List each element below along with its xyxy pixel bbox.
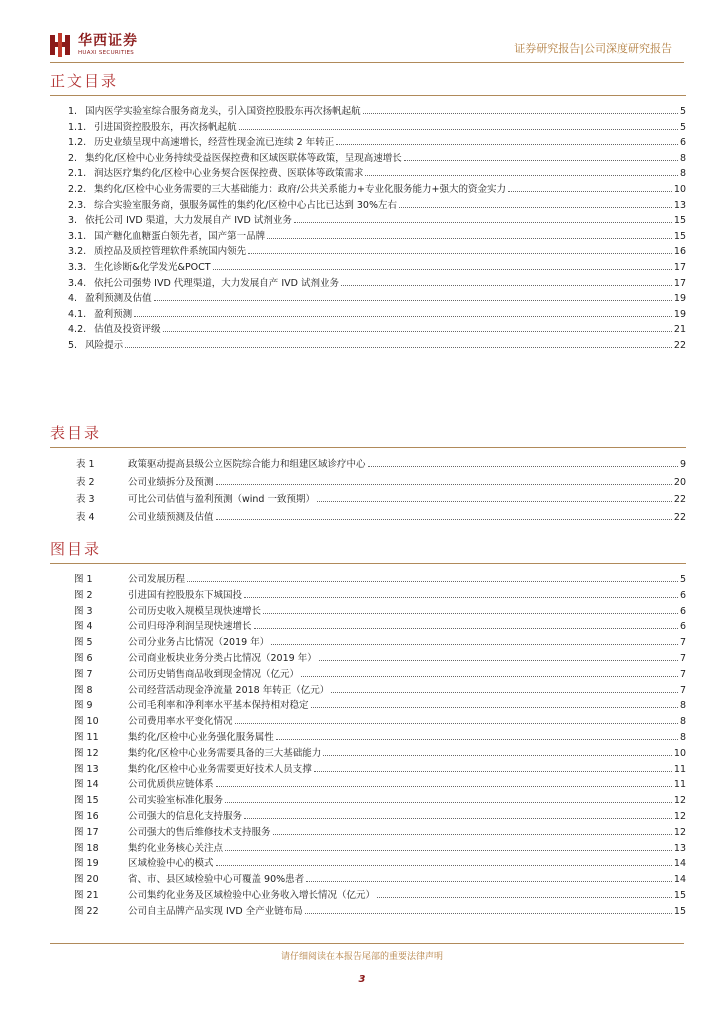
toc-leader-dots (341, 285, 672, 286)
table-list-section (50, 422, 686, 526)
toc-entry[interactable] (50, 166, 686, 182)
figure-list-title: 公司优质供应链体系 (128, 779, 214, 791)
toc-entry-page: 15 (673, 215, 686, 227)
figure-list-page: 10 (673, 747, 686, 759)
toc-entry-page: 5 (679, 121, 686, 133)
figure-list-title: 引进国有控股股东下城国投 (128, 589, 243, 601)
figure-list-entry[interactable] (50, 698, 686, 714)
figure-list-label: 图 2 (74, 589, 93, 601)
figure-list-title: 公司费用率水平变化情况 (128, 716, 233, 728)
figure-list-leader-dots (271, 644, 678, 645)
figure-list-entry[interactable] (50, 683, 686, 699)
figure-list-leader-dots (244, 597, 678, 598)
toc-entry-title: 引进国资控股股东，再次扬帆起航 (94, 121, 237, 133)
figure-list-entry[interactable] (50, 825, 686, 841)
toc-leader-dots (239, 129, 678, 130)
figure-list-entry[interactable] (50, 604, 686, 620)
figure-list-leader-dots (244, 818, 672, 819)
figure-list-label: 图 5 (74, 637, 93, 649)
company-logo (50, 33, 138, 57)
figure-list-title: 公司经营活动现金净流量 2018 年转正（亿元） (128, 684, 330, 696)
table-list-leader-dots (216, 519, 672, 520)
figure-list-label: 图 15 (74, 795, 99, 807)
figure-list-label: 图 8 (74, 684, 93, 696)
figure-list-label: 图 12 (74, 747, 99, 759)
toc-entry-title: 风险提示 (85, 339, 124, 351)
figure-list-entry[interactable] (50, 777, 686, 793)
toc-leader-dots (134, 316, 672, 317)
table-list-page: 22 (673, 494, 686, 505)
figure-list-page: 14 (673, 858, 686, 870)
figure-list-label: 图 11 (74, 731, 99, 743)
toc-entry-number: 5. (68, 339, 78, 351)
table-list-label: 表 2 (76, 476, 95, 488)
legal-notice: 请仔细阅读在本报告尾部的重要法律声明 (280, 952, 443, 962)
table-list-entry[interactable] (50, 509, 686, 527)
figure-list-page: 12 (673, 826, 686, 838)
figure-list-title: 公司商业板块业务分类占比情况（2019 年） (128, 652, 317, 664)
figure-list-entry[interactable] (50, 588, 686, 604)
figure-list-leader-dots (301, 676, 678, 677)
toc-entry-page: 5 (679, 106, 686, 117)
figure-list-entry[interactable] (50, 856, 686, 872)
table-list-leader-dots (317, 501, 672, 502)
toc-entry-page: 13 (673, 199, 686, 211)
toc-entry-page: 17 (673, 261, 686, 273)
toc-leader-dots (163, 331, 672, 332)
figure-list-label: 图 19 (74, 858, 99, 870)
figure-list-label: 图 20 (74, 874, 99, 886)
table-list-leader-dots (368, 466, 678, 467)
figure-list-leader-dots (216, 865, 672, 866)
figure-list-page: 7 (679, 668, 686, 680)
figure-list-leader-dots (306, 881, 672, 882)
toc-entry-page: 22 (673, 339, 686, 351)
table-list-label: 表 3 (76, 494, 95, 505)
toc-leader-dots (399, 207, 672, 208)
figure-list-leader-dots (273, 834, 672, 835)
toc-leader-dots (365, 175, 678, 176)
figure-list-title: 公司历史收入规模呈现快速增长 (128, 605, 262, 617)
toc-entry[interactable] (50, 120, 686, 136)
figure-list-entry[interactable] (50, 841, 686, 857)
toc-entry-title: 盈利预测 (94, 308, 133, 320)
figure-list-title: 集约化/区检中心业务强化服务属性 (128, 731, 274, 743)
footer-divider (50, 943, 684, 944)
toc-entry[interactable] (50, 322, 686, 338)
toc-leader-dots (125, 347, 672, 348)
toc-leader-dots (294, 222, 672, 223)
table-list-title: 可比公司估值与盈利预测（wind 一致预期） (128, 494, 315, 505)
figure-list-page: 11 (673, 779, 686, 791)
toc-entry[interactable] (50, 276, 686, 292)
figure-list-title: 公司发展历程 (128, 574, 186, 585)
figure-list-leader-dots (235, 723, 678, 724)
toc-entry-page: 16 (673, 246, 686, 258)
figure-list-label: 图 18 (74, 842, 99, 854)
figure-list-section (50, 538, 686, 920)
figure-list-page: 12 (673, 795, 686, 807)
table-list-page: 22 (673, 511, 686, 523)
figure-list-page: 8 (679, 700, 686, 712)
table-list-entry[interactable] (50, 474, 686, 492)
toc-entry-title: 质控品及质控管理软件系统国内领先 (94, 246, 247, 258)
figure-list-title: 公司毛利率和净利率水平基本保持相对稳定 (128, 700, 309, 712)
figure-list-label: 图 10 (74, 716, 99, 728)
figure-list-leader-dots (263, 613, 678, 614)
figure-list-title: 公司强大的信息化支持服务 (128, 810, 243, 822)
figure-list-label: 图 1 (74, 574, 93, 585)
toc-entry-title: 生化诊断&化学发光&POCT (94, 261, 211, 273)
figure-list-title: 集约化/区检中心业务需要具备的三大基础能力 (128, 747, 322, 759)
table-list-label: 表 1 (76, 459, 95, 470)
toc-leader-dots (154, 300, 672, 301)
toc-section (50, 70, 686, 354)
toc-entry-number: 2.3. (68, 199, 87, 211)
toc-entry-number: 4.2. (68, 324, 87, 336)
toc-entry-title: 历史业绩呈现中高速增长，经营性现金流已连续 2 年转正 (94, 137, 335, 149)
figure-list-label: 图 22 (74, 905, 99, 917)
figure-list-label: 图 16 (74, 810, 99, 822)
toc-entry-number: 2.2. (68, 183, 87, 195)
toc-leader-dots (404, 160, 678, 161)
toc-entry-title: 综合实验室服务商，强服务属性的集约化/区检中心占比已达到 30%左右 (94, 199, 397, 211)
figure-list-page: 8 (679, 716, 686, 728)
table-list-page: 20 (673, 476, 686, 488)
figure-list-leader-dots (225, 802, 672, 803)
figure-list-page: 6 (679, 605, 686, 617)
report-type: 证券研究报告|公司深度研究报告 (514, 42, 672, 55)
figure-list-title: 公司强大的售后维修技术支持服务 (128, 826, 271, 838)
figure-list-entry[interactable] (50, 793, 686, 809)
header-divider (50, 62, 684, 63)
figure-list-page: 14 (673, 874, 686, 886)
toc-entry-number: 4.1. (68, 308, 87, 320)
figure-list-leader-dots (225, 850, 672, 851)
table-list-entry[interactable] (50, 491, 686, 509)
toc-entry-number: 3.1. (68, 230, 87, 242)
figure-list-title: 公司分业务占比情况（2019 年） (128, 637, 270, 649)
figure-list-page: 7 (679, 652, 686, 664)
figure-list-label: 图 21 (74, 889, 99, 901)
figure-list-leader-dots (276, 739, 678, 740)
toc-entry[interactable] (50, 260, 686, 276)
toc-entry-page: 19 (673, 293, 686, 305)
figure-list-title: 集约化/区检中心业务需要更好技术人员支撑 (128, 763, 312, 775)
toc-entry-page: 19 (673, 308, 686, 320)
figure-list-leader-dots (216, 786, 672, 787)
toc-entry[interactable] (50, 198, 686, 214)
toc-entry-page: 17 (673, 277, 686, 289)
toc-entry-number: 3.2. (68, 246, 87, 258)
figure-list-leader-dots (187, 581, 678, 582)
figure-list-entry[interactable] (50, 872, 686, 888)
table-list-title: 公司业绩预测及估值 (128, 511, 214, 523)
figure-list-label: 图 3 (74, 605, 93, 617)
table-list-title: 政策驱动提高县级公立医院综合能力和组建区域诊疗中心 (128, 459, 366, 470)
toc-entry-title: 润达医疗集约化/区检中心业务契合医保控费、医联体等政策需求 (94, 168, 364, 180)
toc-entry[interactable] (50, 338, 686, 354)
figure-list-page: 7 (679, 684, 686, 696)
figure-list-page: 5 (679, 574, 686, 585)
table-list-label: 表 4 (76, 511, 95, 523)
figure-list-page: 15 (673, 905, 686, 917)
figure-list-entry[interactable] (50, 635, 686, 651)
figure-list-leader-dots (305, 913, 672, 914)
figure-list-entry[interactable] (50, 904, 686, 920)
figure-list-title: 公司历史销售商品收到现金情况（亿元） (128, 668, 300, 680)
toc-entry-number: 4. (68, 293, 78, 305)
toc-entry-title: 国产糖化血糖蛋白领先者，国产第一品牌 (94, 230, 266, 242)
figure-list-page: 8 (679, 731, 686, 743)
table-list-entry[interactable] (50, 456, 686, 474)
figure-list-label: 图 9 (74, 700, 93, 712)
table-list (50, 456, 686, 526)
toc-entry-page: 10 (673, 183, 686, 195)
figure-list-title: 区域检验中心的模式 (128, 858, 214, 870)
toc-entry[interactable] (50, 307, 686, 323)
figure-list-entry[interactable] (50, 746, 686, 762)
figure-list-page: 13 (673, 842, 686, 854)
toc-entry[interactable] (50, 104, 686, 120)
figure-list-label: 图 14 (74, 779, 99, 791)
toc-leader-dots (336, 144, 678, 145)
toc-entry-number: 1.1. (68, 121, 87, 133)
figure-list-leader-dots (254, 628, 678, 629)
figure-list-label: 图 4 (74, 621, 93, 633)
figure-list-title: 公司实验室标准化服务 (128, 795, 224, 807)
figure-list-entry[interactable] (50, 714, 686, 730)
figure-list-entry[interactable] (50, 730, 686, 746)
toc-entry-page: 6 (679, 137, 686, 149)
figure-list-label: 图 7 (74, 668, 93, 680)
toc-entry-title: 集约化/区检中心业务需要的三大基础能力：政府/公共关系能力+专业化服务能力+强大的资金实力 (94, 183, 506, 195)
toc-leader-dots (213, 269, 672, 270)
figure-list-leader-dots (331, 692, 678, 693)
toc-entry[interactable] (50, 135, 686, 151)
toc-entry[interactable] (50, 182, 686, 198)
toc-title: 正文目录 (50, 70, 686, 96)
logo-name-en: HUAXI SECURITIES (78, 50, 135, 56)
figure-list-title: 省、市、县区域检验中心可覆盖 90%患者 (128, 874, 305, 886)
toc-entry-title: 国内医学实验室综合服务商龙头，引入国资控股股东再次扬帆起航 (85, 106, 361, 117)
figure-list-page: 6 (679, 621, 686, 633)
figure-list-entry[interactable] (50, 809, 686, 825)
figure-list-entry[interactable] (50, 762, 686, 778)
figure-list-page: 6 (679, 589, 686, 601)
figure-list-leader-dots (319, 660, 678, 661)
figure-list-page: 11 (673, 763, 686, 775)
figure-list-entry[interactable] (50, 619, 686, 635)
figure-list-title: 集约化业务核心关注点 (128, 842, 224, 854)
page-number: 3 (358, 974, 366, 985)
table-list-leader-dots (216, 484, 672, 485)
figure-list-label: 图 17 (74, 826, 99, 838)
toc-entry[interactable] (50, 291, 686, 307)
toc-entry[interactable] (50, 151, 686, 167)
figure-list-leader-dots (311, 707, 678, 708)
figure-list-leader-dots (377, 897, 672, 898)
toc-entry[interactable] (50, 244, 686, 260)
figure-list-page: 15 (673, 889, 686, 901)
figure-list-entry[interactable] (50, 888, 686, 904)
figure-list-leader-dots (314, 771, 672, 772)
figure-list-page: 7 (679, 637, 686, 649)
toc-entry-number: 1.2. (68, 137, 87, 149)
toc-entry-page: 21 (673, 324, 686, 336)
figure-list-title: 图目录 (50, 538, 686, 564)
toc-entry[interactable] (50, 229, 686, 245)
figure-list-entry[interactable] (50, 572, 686, 588)
table-list-page: 9 (679, 459, 686, 470)
figure-list-entry[interactable] (50, 651, 686, 667)
figure-list-title: 公司自主品牌产品实现 IVD 全产业链布局 (128, 905, 303, 917)
toc-entry-number: 2. (68, 152, 78, 164)
toc-entry-number: 3.3. (68, 261, 87, 273)
toc-leader-dots (363, 113, 678, 114)
table-list-title: 表目录 (50, 422, 686, 448)
toc-entry-title: 依托公司 IVD 渠道，大力发展自产 IVD 试剂业务 (85, 215, 292, 227)
huaxi-logo-icon (50, 33, 72, 57)
toc-entry-number: 3.4. (68, 277, 87, 289)
toc-leader-dots (508, 191, 672, 192)
figure-list-leader-dots (323, 755, 672, 756)
figure-list-page: 12 (673, 810, 686, 822)
logo-name-cn: 华西证券 (78, 33, 138, 49)
toc-entry-number: 2.1. (68, 168, 87, 180)
figure-list (50, 572, 686, 920)
toc-list (50, 104, 686, 354)
toc-entry-title: 集约化/区检中心业务持续受益医保控费和区域医联体等政策，呈现高速增长 (85, 152, 402, 164)
toc-entry-number: 3. (68, 215, 78, 227)
figure-list-title: 公司集约化业务及区域检验中心业务收入增长情况（亿元） (128, 889, 376, 901)
toc-entry-page: 8 (679, 152, 686, 164)
toc-entry-title: 估值及投资评级 (94, 324, 161, 336)
toc-entry-title: 盈利预测及估值 (85, 293, 152, 305)
toc-leader-dots (267, 238, 672, 239)
figure-list-label: 图 13 (74, 763, 99, 775)
table-list-title: 公司业绩拆分及预测 (128, 476, 214, 488)
figure-list-entry[interactable] (50, 667, 686, 683)
toc-entry-number: 1. (68, 106, 78, 117)
figure-list-label: 图 6 (74, 652, 93, 664)
toc-entry-page: 15 (673, 230, 686, 242)
toc-entry[interactable] (50, 213, 686, 229)
toc-entry-page: 8 (679, 168, 686, 180)
figure-list-title: 公司归母净利润呈现快速增长 (128, 621, 252, 633)
toc-leader-dots (248, 253, 672, 254)
page-header (0, 0, 724, 66)
toc-entry-title: 依托公司强势 IVD 代理渠道，大力发展自产 IVD 试剂业务 (94, 277, 339, 289)
